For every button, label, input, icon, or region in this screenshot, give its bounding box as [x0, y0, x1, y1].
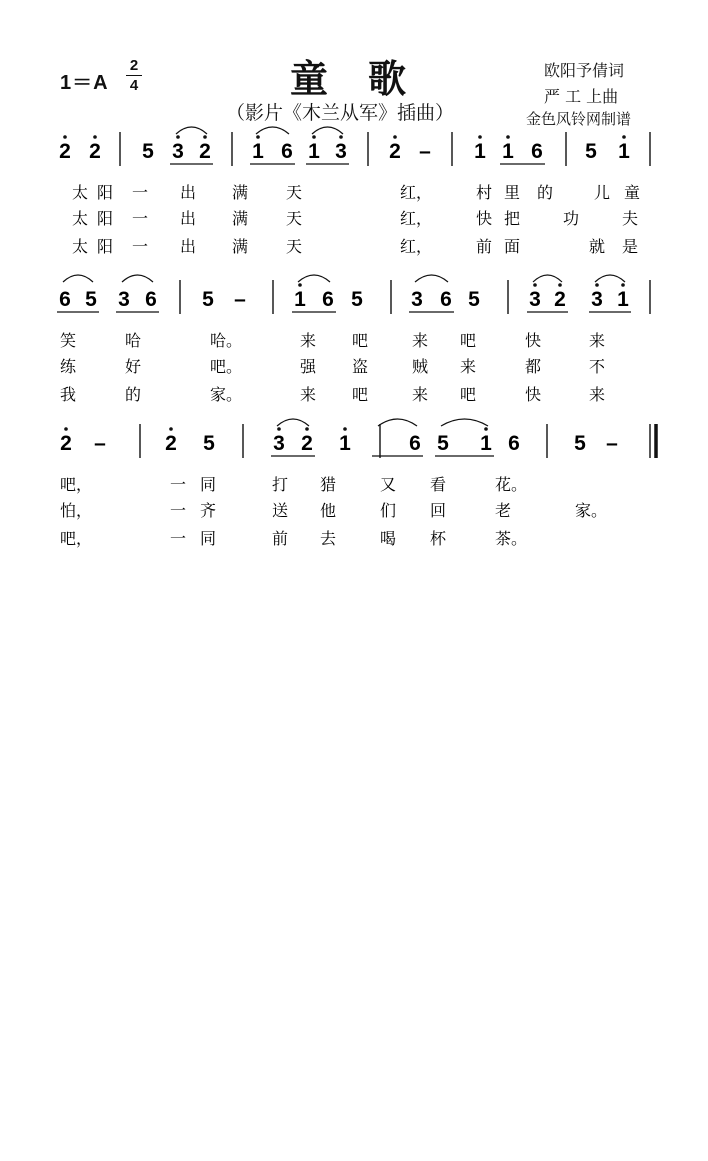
lyric-syllable: 前	[272, 529, 289, 548]
note: 6	[59, 288, 71, 311]
note: 2	[59, 140, 71, 163]
note: 3	[591, 288, 603, 311]
lyric-syllable: 童	[624, 183, 641, 202]
lyric-syllable: 太	[72, 237, 89, 256]
slur	[415, 275, 448, 282]
time-signature-top: 2	[129, 57, 139, 74]
lyric-syllable: 儿	[594, 183, 611, 202]
lyric-syllable: 满	[232, 209, 249, 228]
note: 1	[294, 288, 306, 311]
lyric-syllable: 我	[60, 385, 77, 404]
note: 2	[301, 432, 313, 455]
note: 2	[89, 140, 101, 163]
note: 6	[409, 432, 421, 455]
lyric-syllable: 红，	[400, 209, 433, 228]
lyric-syllable: 的	[537, 183, 554, 202]
lyric-syllable: 天	[286, 237, 303, 256]
lyric-syllable: 快	[476, 209, 493, 228]
lyric-syllable: 盗	[352, 357, 369, 376]
lyric-syllable: 来	[589, 331, 606, 350]
lyric-syllable: 天	[286, 183, 303, 202]
note: 1	[480, 432, 492, 455]
slur	[277, 419, 309, 426]
slur	[441, 419, 488, 426]
octave-dot	[298, 283, 302, 287]
lyric-syllable: 同	[200, 529, 217, 548]
lyric-syllable: 功	[563, 209, 580, 228]
slur	[176, 127, 207, 134]
lyric-syllable: 把	[504, 209, 521, 228]
note: 3	[273, 432, 285, 455]
lyric-syllable: 一	[170, 529, 187, 548]
lyric-syllable: 哈	[125, 331, 142, 350]
lyric-syllable: 太	[72, 209, 89, 228]
note: 5	[468, 288, 480, 311]
octave-dot	[203, 135, 207, 139]
lyric-syllable: 猎	[320, 475, 337, 494]
note: 1	[252, 140, 264, 163]
lyric-syllable: 茶。	[495, 529, 528, 548]
lyric-syllable: 阳	[97, 183, 114, 202]
lyric-syllable: 来	[300, 331, 317, 350]
octave-dot	[256, 135, 260, 139]
note: 1	[617, 288, 629, 311]
note: 1	[618, 140, 630, 163]
lyric-syllable: 花。	[495, 475, 528, 494]
note: 6	[281, 140, 293, 163]
lyric-syllable: 喝	[380, 529, 397, 548]
lyric-syllable: 练	[60, 357, 77, 376]
dash-note: –	[606, 432, 618, 455]
lyric-syllable: 一	[170, 475, 187, 494]
dash-note: –	[234, 288, 246, 311]
octave-dot	[343, 427, 347, 431]
note: 6	[508, 432, 520, 455]
octave-dot	[478, 135, 482, 139]
octave-dot	[176, 135, 180, 139]
lyric-syllable: 满	[232, 183, 249, 202]
octave-dot	[484, 427, 488, 431]
lyric-syllable: 阳	[97, 237, 114, 256]
octave-dot	[63, 135, 67, 139]
slur	[533, 275, 562, 282]
lyric-syllable: 太	[72, 183, 89, 202]
octave-dot	[277, 427, 281, 431]
lyric-syllable: 红，	[400, 237, 433, 256]
note: 5	[574, 432, 586, 455]
lyric-syllable: 又	[380, 475, 397, 494]
lyric-syllable: 们	[380, 501, 397, 520]
octave-dot	[93, 135, 97, 139]
dash-note: –	[419, 140, 431, 163]
slur	[63, 275, 93, 282]
note: 3	[411, 288, 423, 311]
slur	[122, 275, 153, 282]
octave-dot	[64, 427, 68, 431]
time-signature-bottom: 4	[129, 77, 139, 94]
lyric-syllable: 满	[232, 237, 249, 256]
lyric-syllable: 里	[504, 183, 521, 202]
lyric-syllable: 一	[132, 209, 149, 228]
octave-dot	[506, 135, 510, 139]
lyric-syllable: 出	[180, 237, 197, 256]
octave-dot	[169, 427, 173, 431]
lyric-syllable: 来	[589, 385, 606, 404]
lyric-syllable: 一	[170, 501, 187, 520]
lyric-syllable: 吧，	[60, 529, 93, 548]
lyric-syllable: 送	[272, 501, 289, 520]
note: 5	[437, 432, 449, 455]
lyric-syllable: 来	[412, 385, 429, 404]
lyric-syllable: 同	[200, 475, 217, 494]
slur	[378, 419, 417, 426]
lyric-syllable: 打	[272, 475, 289, 494]
octave-dot	[305, 427, 309, 431]
octave-dot	[621, 283, 625, 287]
octave-dot	[339, 135, 343, 139]
lyric-syllable: 家。	[210, 385, 243, 404]
note: 6	[440, 288, 452, 311]
lyric-syllable: 来	[412, 331, 429, 350]
lyric-syllable: 吧	[460, 385, 477, 404]
lyric-syllable: 红，	[400, 183, 433, 202]
lyric-syllable: 家。	[575, 501, 608, 520]
song-title: 童歌	[290, 56, 447, 101]
note: 6	[531, 140, 543, 163]
lyric-syllable: 面	[504, 237, 521, 256]
note: 6	[322, 288, 334, 311]
note: 2	[60, 432, 72, 455]
lyric-syllable: 怕，	[60, 501, 93, 520]
note: 3	[172, 140, 184, 163]
lyric-syllable: 的	[125, 385, 142, 404]
lyric-syllable: 阳	[97, 209, 114, 228]
lyric-syllable: 哈。	[210, 331, 243, 350]
lyric-syllable: 快	[525, 331, 542, 350]
lyric-syllable: 出	[180, 209, 197, 228]
lyric-syllable: 村	[476, 183, 493, 202]
note: 1	[474, 140, 486, 163]
lyric-syllable: 吧。	[210, 357, 243, 376]
note: 3	[335, 140, 347, 163]
note: 6	[145, 288, 157, 311]
lyric-syllable: 吧	[352, 385, 369, 404]
lyric-syllable: 他	[320, 501, 337, 520]
song-subtitle: （影片《木兰从军》插曲）	[226, 102, 455, 124]
octave-dot	[558, 283, 562, 287]
slur	[256, 127, 289, 134]
lyric-syllable: 夫	[622, 209, 639, 228]
note: 5	[351, 288, 363, 311]
lyric-syllable: 前	[476, 237, 493, 256]
dash-note: –	[94, 432, 106, 455]
lyric-syllable: 天	[286, 209, 303, 228]
note: 1	[502, 140, 514, 163]
lyric-syllable: 贼	[412, 357, 429, 376]
lyric-syllable: 一	[132, 237, 149, 256]
lyric-syllable: 看	[430, 475, 447, 494]
note: 2	[389, 140, 401, 163]
note: 2	[554, 288, 566, 311]
lyric-syllable: 出	[180, 183, 197, 202]
note: 2	[165, 432, 177, 455]
lyric-syllable: 吧，	[60, 475, 93, 494]
lyric-syllable: 快	[525, 385, 542, 404]
slur	[298, 275, 330, 282]
composer-credit: 严 工 上曲	[544, 87, 619, 106]
source-credit: 金色风铃网制谱	[526, 110, 632, 128]
note: 5	[142, 140, 154, 163]
lyric-syllable: 吧	[460, 331, 477, 350]
lyric-syllable: 来	[460, 357, 477, 376]
lyric-syllable: 老	[495, 501, 512, 520]
note: 3	[118, 288, 130, 311]
octave-dot	[595, 283, 599, 287]
note: 5	[202, 288, 214, 311]
lyric-syllable: 去	[320, 529, 337, 548]
lyric-syllable: 笑	[60, 331, 77, 350]
key-signature: 1＝A	[60, 72, 109, 94]
note: 5	[85, 288, 97, 311]
slur	[595, 275, 625, 282]
lyric-syllable: 来	[300, 385, 317, 404]
octave-dot	[393, 135, 397, 139]
lyric-syllable: 强	[300, 357, 317, 376]
note: 1	[339, 432, 351, 455]
lyric-syllable: 齐	[200, 501, 217, 520]
lyric-syllable: 好	[125, 357, 142, 376]
note: 5	[203, 432, 215, 455]
note: 1	[308, 140, 320, 163]
octave-dot	[622, 135, 626, 139]
lyric-syllable: 都	[525, 357, 542, 376]
octave-dot	[533, 283, 537, 287]
lyric-syllable: 不	[589, 357, 606, 376]
slur	[312, 127, 343, 134]
lyric-syllable: 吧	[352, 331, 369, 350]
note: 5	[585, 140, 597, 163]
lyric-syllable: 杯	[430, 529, 447, 548]
lyric-syllable: 一	[132, 183, 149, 202]
lyric-syllable: 回	[430, 501, 447, 520]
lyricist-credit: 欧阳予倩词	[544, 61, 625, 80]
note: 3	[529, 288, 541, 311]
octave-dot	[312, 135, 316, 139]
lyric-syllable: 就	[589, 237, 606, 256]
lyric-syllable: 是	[622, 237, 639, 256]
note: 2	[199, 140, 211, 163]
